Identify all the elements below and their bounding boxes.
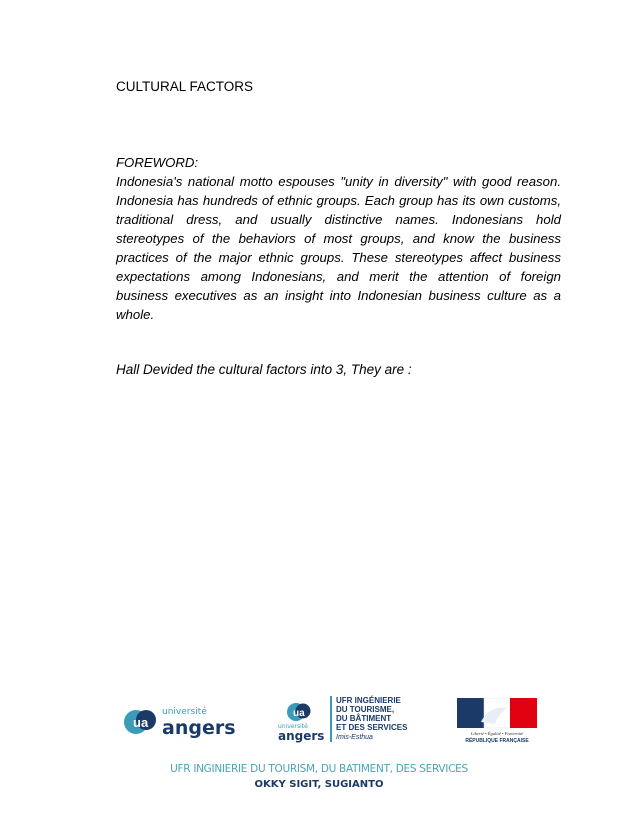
flag-blue (457, 698, 484, 728)
ufr-line3: DU BÂTIMENT (336, 714, 392, 723)
republique-francaise-logo (457, 698, 537, 744)
ufr-line2: DU TOURISME, (336, 705, 395, 714)
rf-motto: Liberté • Égalité • Fraternité (470, 731, 524, 736)
foreword-body: Indonesia's national motto espouses "unity in diversity" with good reason. Indonesia has hundreds of ethnic groups. Each group has its own customs, traditional dress, and usually distinctive names. Indonesians hold stereotypes of the behaviors of most groups, and know the business practices of the major ethnic groups. These stereotypes affect business expectations among Indonesians, and merit the attention of foreign business executives as an insight into Indonesian business culture as a whole. (116, 174, 561, 322)
ufr-angers-name: angers (278, 729, 325, 743)
foreword-section (116, 153, 561, 324)
angers-small-label: université (162, 707, 207, 717)
rf-name: RÉPUBLIQUE FRANÇAISE (465, 738, 529, 744)
page-title: CULTURAL FACTORS (116, 79, 254, 94)
footer-authors-line: OKKY SIGIT, SUGIANTO (254, 779, 384, 790)
footer-institution-line: UFR INGINIERIE DU TOURISM, DU BATIMENT, DES SERVICES (170, 763, 468, 775)
ufr-line5: Imis-Esthua (336, 734, 373, 741)
ua-letters: ua (133, 715, 149, 730)
ufr-line1: UFR INGÉNIERIE (336, 696, 401, 705)
ufr-divider (330, 696, 332, 742)
hall-intro-line: Hall Devided the cultural factors into 3, They are : (116, 362, 412, 377)
universite-angers-logo (122, 700, 262, 740)
foreword-heading: FOREWORD: (116, 155, 199, 170)
flag-red (510, 698, 537, 728)
ufr-angers-small: université (278, 723, 308, 730)
ufr-line4: ET DES SERVICES (336, 723, 408, 732)
angers-name-label: angers (162, 717, 236, 739)
ufr-ua-letters: ua (293, 708, 305, 719)
footer-logos (0, 690, 638, 750)
ufr-ingenierie-logo (276, 692, 436, 748)
